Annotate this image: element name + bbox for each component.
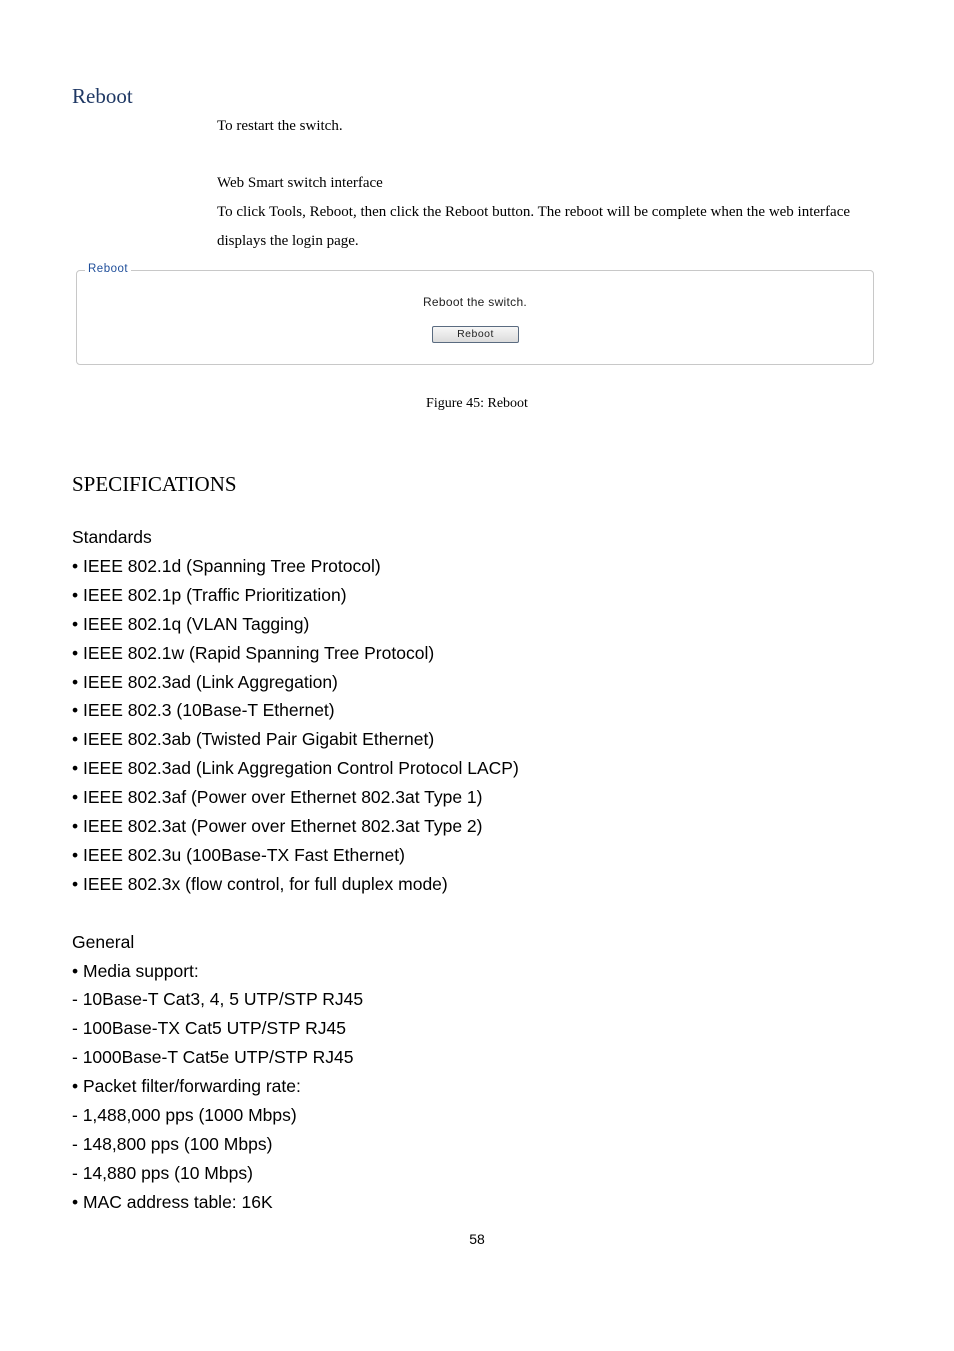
- general-item: • MAC address table: 16K: [72, 1191, 273, 1212]
- standards-item: • IEEE 802.1q (VLAN Tagging): [72, 613, 310, 634]
- reboot-button[interactable]: Reboot: [432, 326, 519, 343]
- standards-item: • IEEE 802.1p (Traffic Prioritization): [72, 584, 347, 605]
- general-item: - 148,800 pps (100 Mbps): [72, 1134, 273, 1155]
- standards-item: • IEEE 802.1w (Rapid Spanning Tree Protocol): [72, 642, 435, 663]
- standards-item: • IEEE 802.3ab (Twisted Pair Gigabit Ethernet): [72, 729, 435, 750]
- section-heading-specifications: SPECIFICATIONS: [72, 472, 237, 496]
- reboot-panel: [76, 263, 874, 365]
- general-item: • Media support:: [72, 960, 199, 981]
- standards-item: • IEEE 802.1d (Spanning Tree Protocol): [72, 555, 381, 576]
- standards-item: • IEEE 802.3ad (Link Aggregation): [72, 671, 338, 692]
- general-item: - 14,880 pps (10 Mbps): [72, 1162, 253, 1183]
- section-heading-reboot: Reboot: [72, 84, 133, 108]
- figure-caption: Figure 45: Reboot: [426, 396, 528, 411]
- panel-legend: Reboot: [85, 263, 131, 275]
- interface-label-text: Web Smart switch interface: [217, 175, 383, 191]
- standards-item: • IEEE 802.3u (100Base-TX Fast Ethernet): [72, 844, 405, 865]
- standards-item: • IEEE 802.3 (10Base-T Ethernet): [72, 700, 335, 721]
- standards-item: • IEEE 802.3af (Power over Ethernet 802.3at Type 1): [72, 787, 483, 808]
- standards-item: • IEEE 802.3at (Power over Ethernet 802.3at Type 2): [72, 816, 483, 837]
- reboot-instructions-text: To click Tools, Reboot, then click the Reboot button. The reboot will be complete when the web interface displays the login page.: [217, 204, 851, 249]
- general-title: General: [72, 931, 135, 952]
- standards-item: • IEEE 802.3ad (Link Aggregation Control Protocol LACP): [72, 758, 519, 779]
- reboot-intro-text: To restart the switch.: [217, 118, 343, 134]
- specifications-list: [72, 523, 519, 1217]
- general-item: - 1,488,000 pps (1000 Mbps): [72, 1105, 297, 1126]
- general-item: - 10Base-T Cat3, 4, 5 UTP/STP RJ45: [72, 989, 364, 1010]
- list-spacer: [72, 899, 519, 928]
- general-item: - 100Base-TX Cat5 UTP/STP RJ45: [72, 1018, 346, 1039]
- page-number: 58: [469, 1231, 485, 1247]
- general-item: • Packet filter/forwarding rate:: [72, 1076, 301, 1097]
- reboot-panel-message: Reboot the switch.: [422, 295, 528, 309]
- standards-title: Standards: [72, 527, 152, 547]
- general-item: - 1000Base-T Cat5e UTP/STP RJ45: [72, 1047, 354, 1068]
- standards-item: • IEEE 802.3x (flow control, for full duplex mode): [72, 873, 448, 894]
